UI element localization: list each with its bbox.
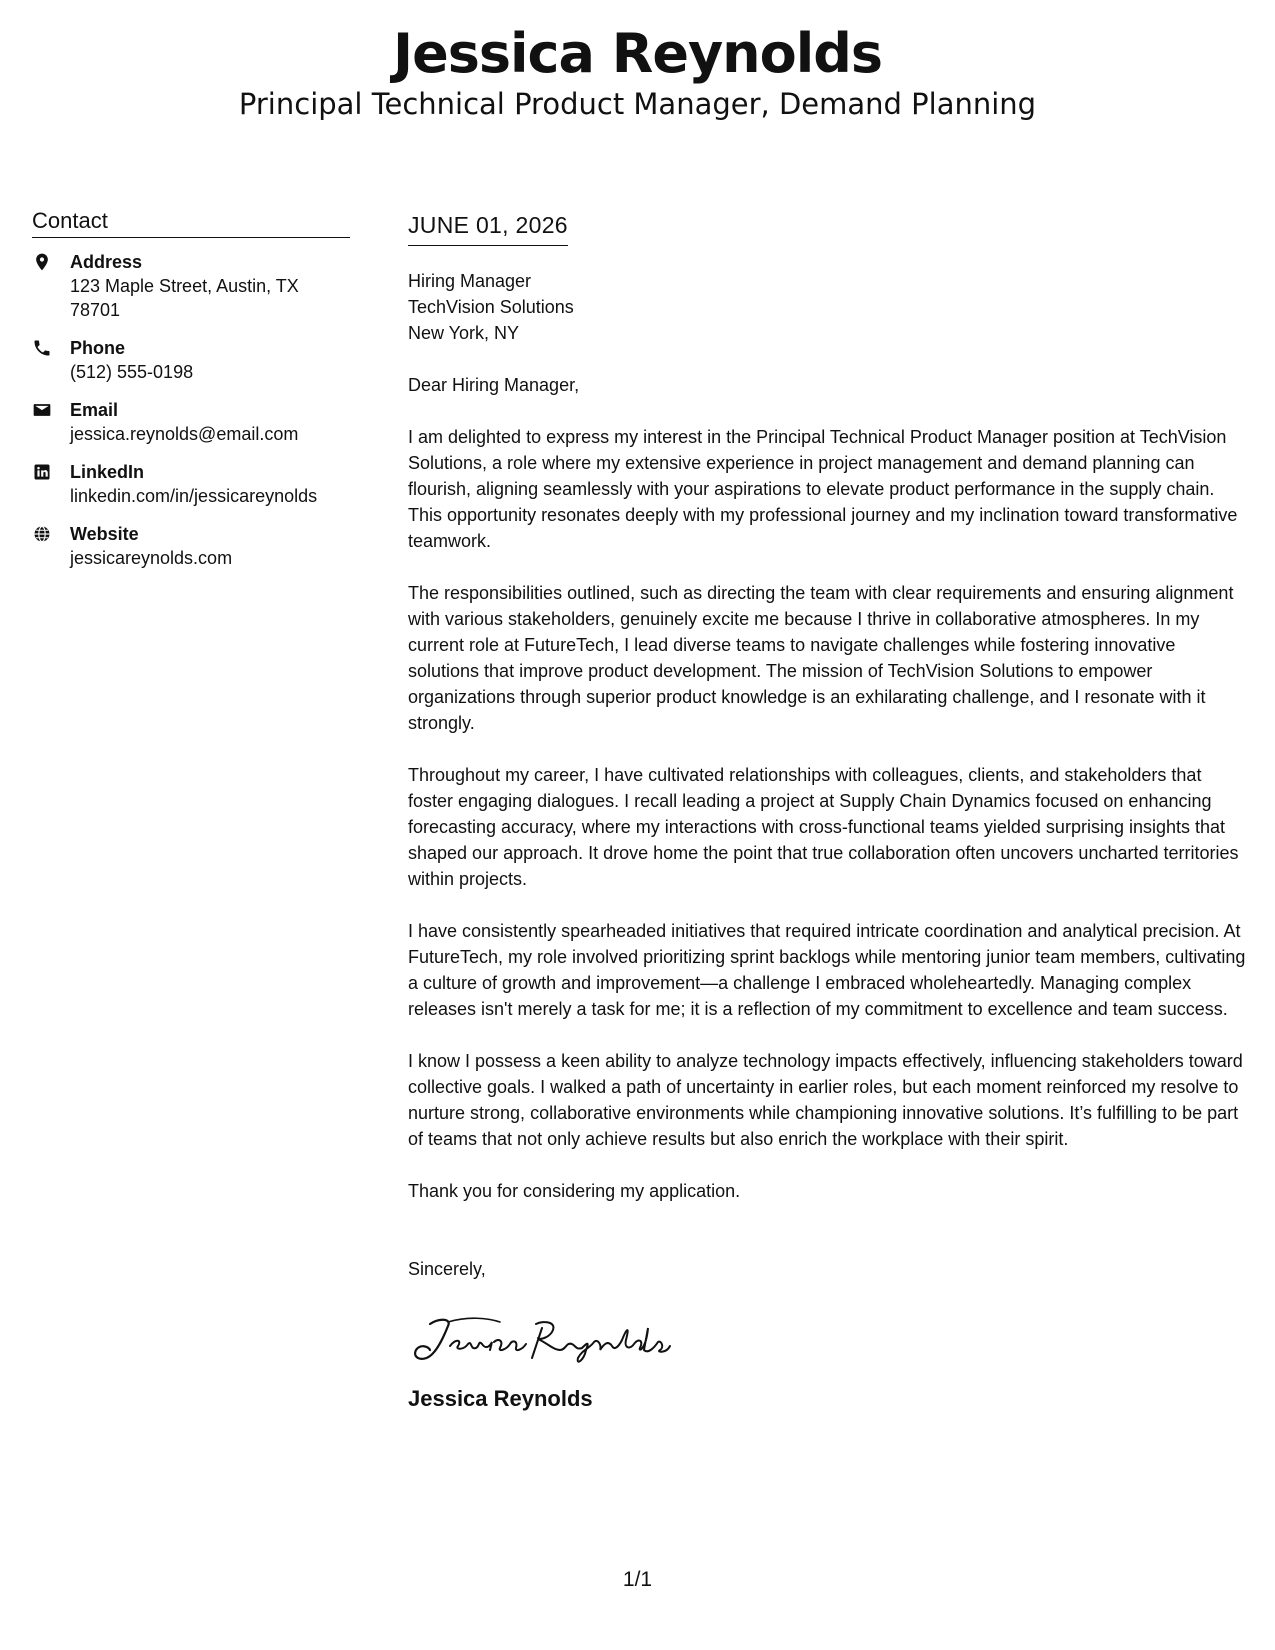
letter-header [0,22,1275,122]
contact-value: linkedin.com/in/jessicareynolds [70,486,318,506]
recipient-block [408,268,1248,346]
page-number: 1/1 [622,1568,653,1591]
contact-label: Phone [70,338,126,358]
letter-body [408,208,1248,1412]
globe-icon [32,522,70,570]
linkedin-icon [32,460,70,508]
recipient-line: Hiring Manager [408,271,532,291]
body-paragraph: The responsibilities outlined, such as directing the team with clear requirements and ensuring alignment with various stakeholders, genuinely excite me because I thrive in collaborative atmospheres. In my current role at FutureTech, I lead diverse teams to navigate challenges while fostering innovative solutions that improve product development. The mission of TechVision Solutions to empower organizations through superior product knowledge is an exhilarating challenge, and I resonate with it strongly. [408,583,1234,733]
closing: Sincerely, [408,1259,486,1279]
contact-heading: Contact [32,208,350,238]
salutation: Dear Hiring Manager, [408,375,580,395]
contact-sidebar [32,208,350,584]
recipient-line: New York, NY [408,323,520,343]
contact-label: Website [70,524,139,544]
body-paragraph: I have consistently spearheaded initiatives that required intricate coordination and analytical precision. At FutureTech, my role involved prioritizing sprint backlogs while mentoring junior team members, cultivating a culture of growth and improvement—a challenge I embraced wholeheartedly. Managing complex releases isn't merely a task for me; it is a reflection of my commitment to excellence and team success. [408,921,1246,1019]
body-paragraph: Throughout my career, I have cultivated relationships with colleagues, clients, and stakeholders that foster engaging dialogues. I recall leading a project at Supply Chain Dynamics focused on enhancing forecasting accuracy, where my interactions with cross-functional teams yielded surprising insights that shaped our approach. It drove home the point that true collaboration often uncovers uncharted territories within projects. [408,765,1239,889]
phone-icon [32,336,70,384]
contact-label: Address [70,252,143,272]
contact-linkedin [32,460,350,508]
signer-name: Jessica Reynolds [408,1386,593,1411]
contact-value: 123 Maple Street, Austin, TX 78701 [70,276,299,320]
contact-label: LinkedIn [70,462,145,482]
map-pin-icon [32,250,70,322]
body-paragraph: I am delighted to express my interest in the Principal Technical Product Manager position at TechVision Solutions, a role where my extensive experience in project management and demand planning can flourish, aligning seamlessly with your aspirations to elevate product performance in the supply chain. This opportunity resonates deeply with my professional journey and my inclination toward transformative teamwork. [408,427,1238,551]
contact-phone [32,336,350,384]
contact-value: jessica.reynolds@email.com [70,424,299,444]
contact-value: (512) 555-0198 [70,362,194,382]
handwritten-signature [408,1310,678,1368]
contact-website [32,522,350,570]
recipient-line: TechVision Solutions [408,297,574,317]
contact-value: jessicareynolds.com [70,548,233,568]
envelope-icon [32,398,70,446]
body-paragraph: I know I possess a keen ability to analyze technology impacts effectively, influencing stakeholders toward collective goals. I walked a path of uncertainty in earlier roles, but each moment reinforced my resolve to nurture strong, collaborative environments while championing innovative solutions. It’s fulfilling to be part of teams that not only achieve results but also enrich the workplace with their spirit. [408,1051,1243,1149]
contact-label: Email [70,400,119,420]
applicant-name: Jessica Reynolds [392,22,882,85]
contact-address [32,250,350,322]
contact-email [32,398,350,446]
letter-date: JUNE 01, 2026 [408,212,568,246]
applicant-title: Principal Technical Product Manager, Demand Planning [238,87,1037,121]
body-paragraph: Thank you for considering my application. [408,1181,741,1201]
